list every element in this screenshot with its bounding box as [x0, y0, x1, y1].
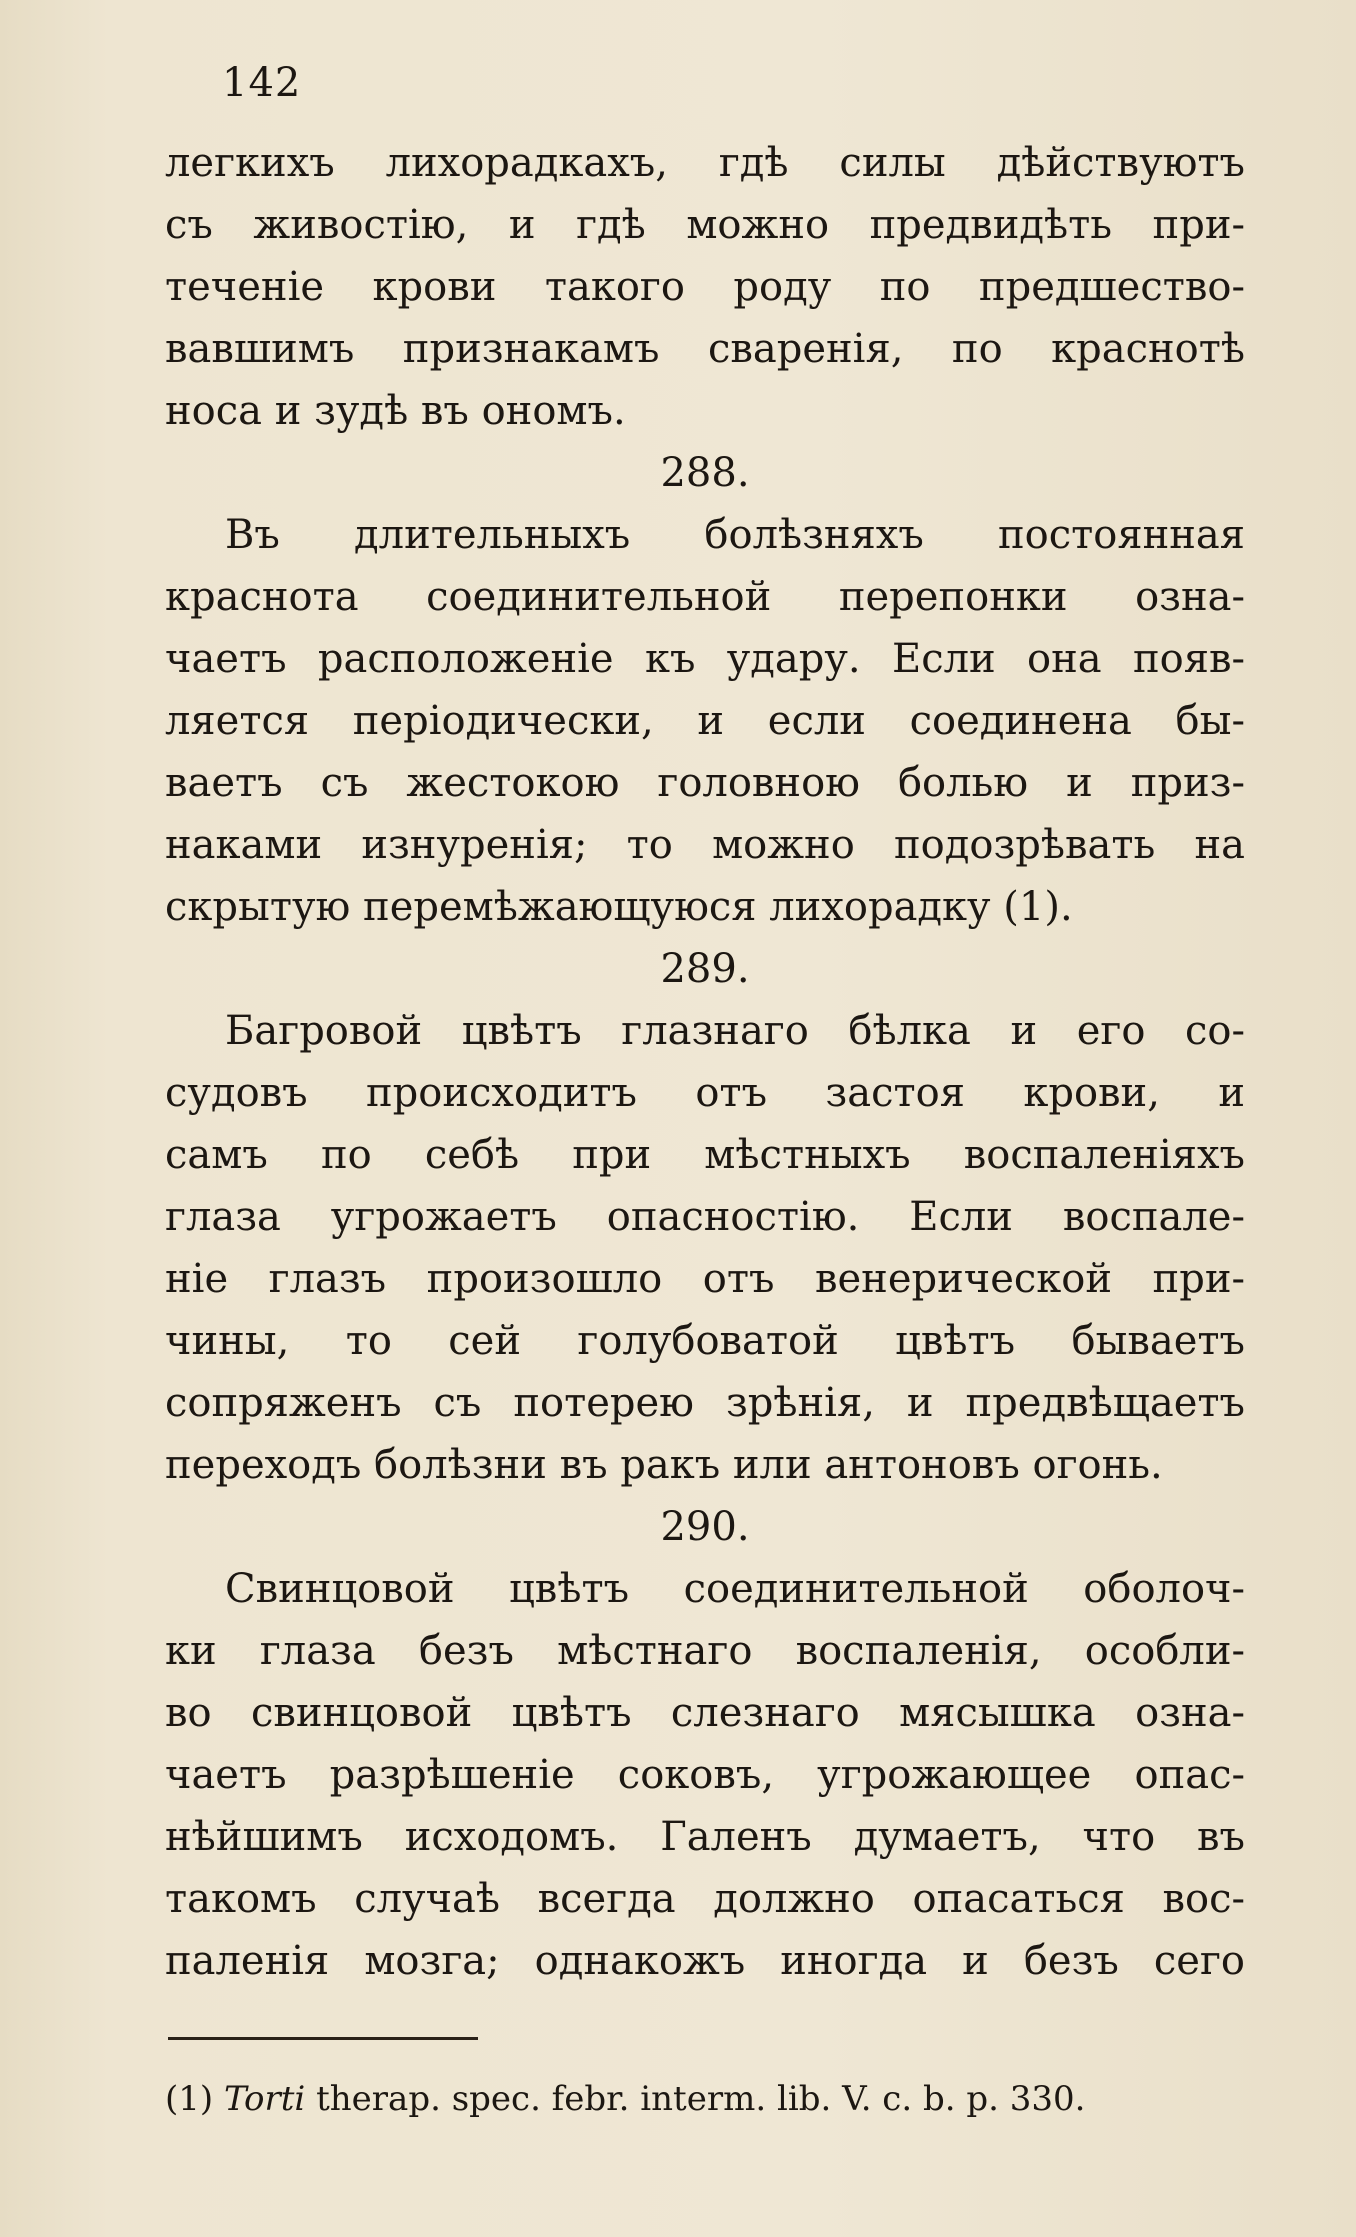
footnote-text: therap. spec. febr. interm. lib. V. c. b. p. 330. — [316, 2079, 1086, 2119]
text-line: ніе глазъ произошло отъ венерической при- — [165, 1256, 1245, 1302]
text-line: чины, то сей голубоватой цвѣтъ бываетъ — [165, 1318, 1245, 1364]
text-line: судовъ происходитъ отъ застоя крови, и — [165, 1070, 1245, 1116]
text-line: скрытую перемѣжающуюся лихорадку (1). — [165, 884, 1073, 930]
footnote — [165, 2076, 1245, 2122]
text-line: Свинцовой цвѣтъ соединительной оболоч- — [225, 1566, 1245, 1612]
text-line: глаза угрожаетъ опасностію. Если воспале- — [165, 1194, 1245, 1240]
text-line: носа и зудѣ въ ономъ. — [165, 388, 626, 434]
text-line: ки глаза безъ мѣстнаго воспаленія, особли- — [165, 1628, 1245, 1674]
text-line: чаетъ разрѣшеніе соковъ, угрожающее опас- — [165, 1752, 1245, 1798]
text-line: паленія мозга; однакожъ иногда и безъ сего — [165, 1938, 1245, 1984]
paragraph — [165, 504, 1245, 938]
text-line: Въ длительныхъ болѣзняхъ постоянная — [225, 512, 1245, 558]
page-number: 142 — [222, 60, 302, 106]
section-number: 290. — [660, 1504, 750, 1550]
text-line: переходъ болѣзни въ ракъ или антоновъ огонь. — [165, 1442, 1163, 1488]
section-number: 288. — [660, 450, 750, 496]
text-line: сопряженъ съ потерею зрѣнія, и предвѣщаетъ — [165, 1380, 1245, 1426]
text-line: чаетъ расположеніе къ удару. Если она появ- — [165, 636, 1245, 682]
paragraph — [165, 1000, 1245, 1496]
text-line: легкихъ лихорадкахъ, гдѣ силы дѣйствуютъ — [165, 140, 1245, 186]
paragraph — [165, 132, 1245, 442]
text-line: вавшимъ признакамъ сваренія, по краснотѣ — [165, 326, 1245, 372]
text-line: ляется періодически, и если соединена бы- — [165, 698, 1245, 744]
footnote-author: Torti — [223, 2079, 306, 2119]
text-line: наками изнуренія; то можно подозрѣвать на — [165, 822, 1245, 868]
body-text — [165, 132, 1245, 1992]
text-line: самъ по себѣ при мѣстныхъ воспаленіяхъ — [165, 1132, 1245, 1178]
footnote-rule — [168, 2037, 478, 2040]
section-number: 289. — [660, 946, 750, 992]
footnote-marker: (1) — [165, 2079, 214, 2119]
text-line: Багровой цвѣтъ глазнаго бѣлка и его со- — [225, 1008, 1245, 1054]
text-line: теченіе крови такого роду по предшество- — [165, 264, 1245, 310]
text-line: во свинцовой цвѣтъ слезнаго мясышка озна- — [165, 1690, 1245, 1736]
text-line: съ живостію, и гдѣ можно предвидѣть при- — [165, 202, 1245, 248]
paragraph — [165, 1558, 1245, 1992]
text-line: такомъ случаѣ всегда должно опасаться вос- — [165, 1876, 1245, 1922]
text-line: ваетъ съ жестокою головною болью и приз- — [165, 760, 1245, 806]
text-line: краснота соединительной перепонки озна- — [165, 574, 1245, 620]
text-line: нѣйшимъ исходомъ. Галенъ думаетъ, что въ — [165, 1814, 1245, 1860]
